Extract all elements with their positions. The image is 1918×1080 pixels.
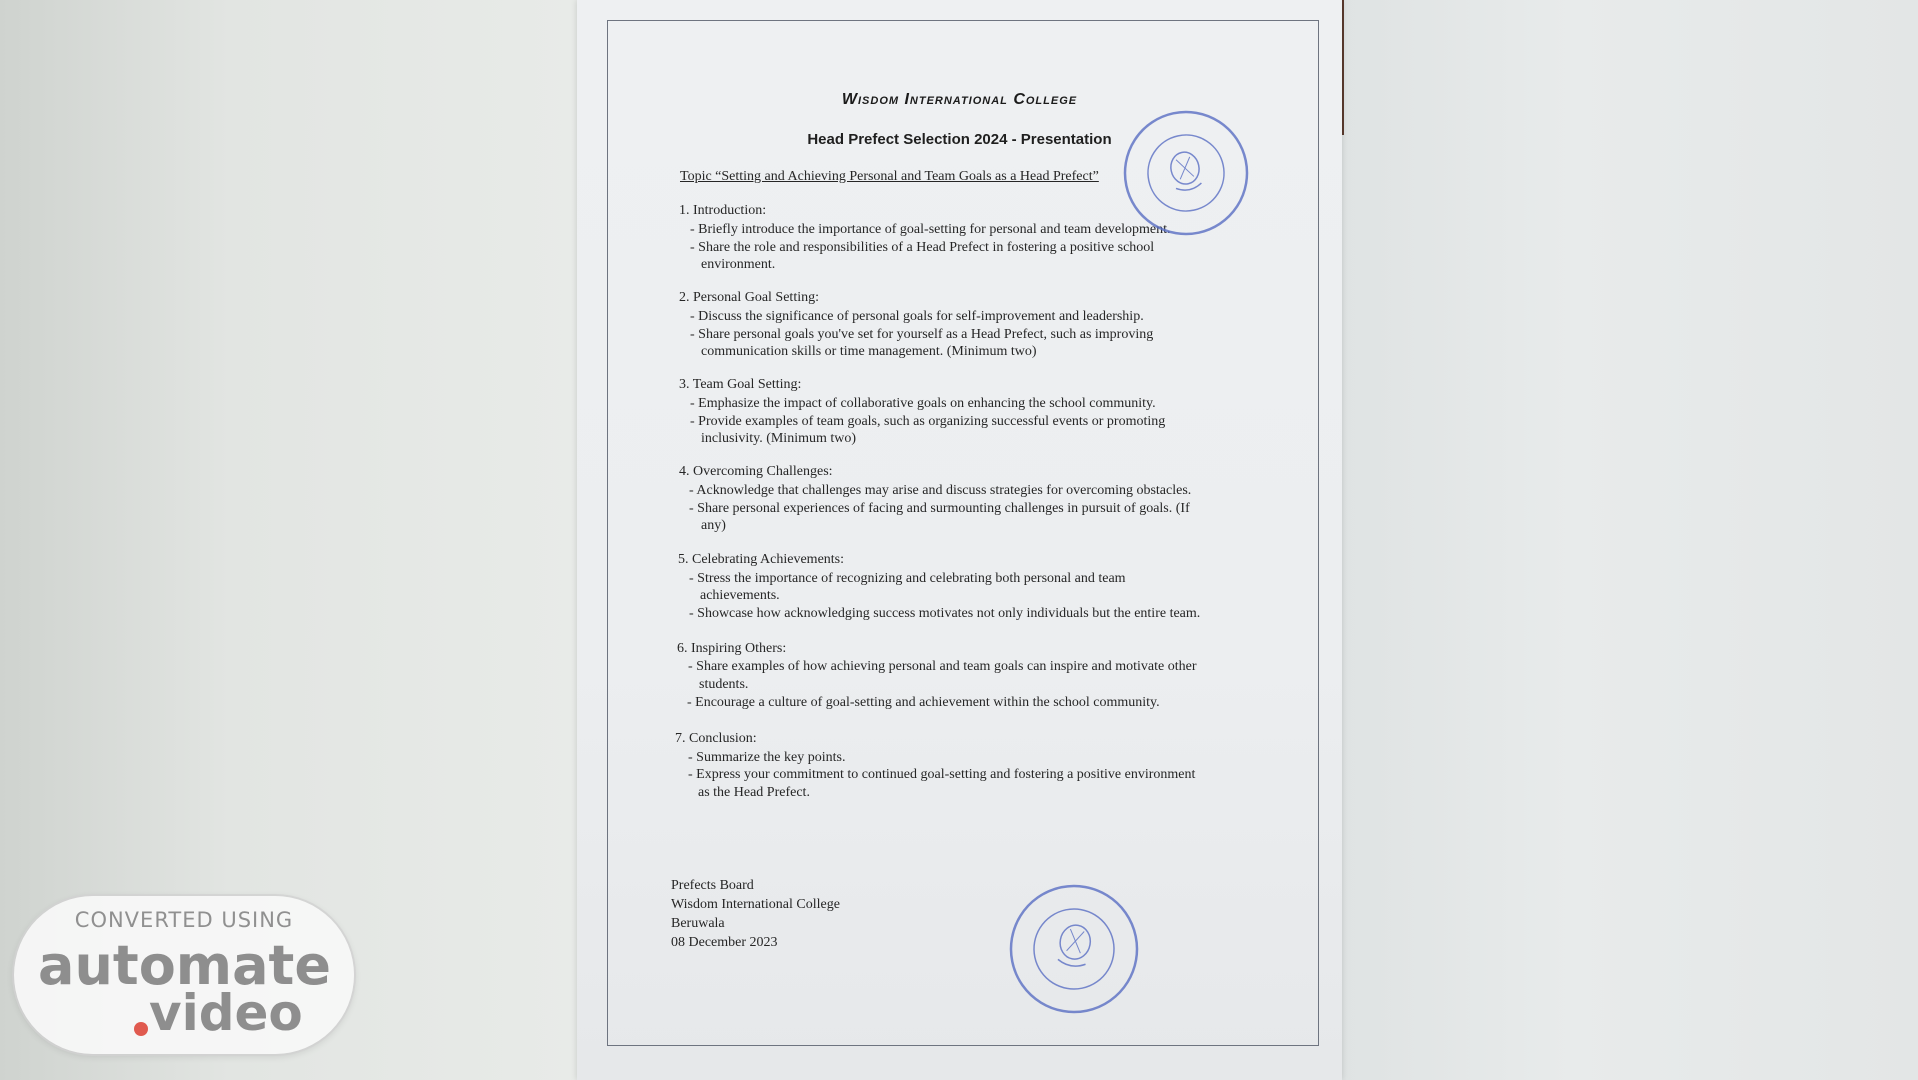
bullet-line: - Showcase how acknowledging success motivates not only individuals but the entire team. bbox=[689, 606, 1201, 621]
watermark-brand: automate bbox=[38, 934, 331, 997]
bullet-line: as the Head Prefect. bbox=[698, 785, 810, 800]
bullet-line: - Acknowledge that challenges may arise and discuss strategies for overcoming obstacles. bbox=[689, 483, 1192, 498]
bullet-line: environment. bbox=[701, 257, 776, 272]
footer-date: 08 December 2023 bbox=[671, 935, 778, 950]
college-name: Wisdom International College bbox=[841, 91, 1078, 108]
bullet-line: - Express your commitment to continued goal-setting and fostering a positive environment bbox=[688, 767, 1196, 782]
college-seal-stamp bbox=[1121, 108, 1251, 238]
bullet-line: - Share personal experiences of facing and surmounting challenges in pursuit of goals. (If bbox=[689, 501, 1190, 516]
bullet-line: students. bbox=[699, 677, 749, 692]
bullet-line: communication skills or time management. (Minimum two) bbox=[701, 344, 1037, 359]
watermark-caption: CONVERTED USING bbox=[74, 908, 294, 932]
bullet-line: any) bbox=[701, 518, 726, 533]
section-title: 5. Celebrating Achievements: bbox=[678, 552, 845, 567]
bullet-line: - Share personal goals you've set for yourself as a Head Prefect, such as improving bbox=[690, 327, 1154, 342]
watermark-dot-icon bbox=[134, 1022, 148, 1036]
bullet-line: inclusivity. (Minimum two) bbox=[701, 431, 857, 446]
signature-block bbox=[671, 876, 840, 952]
footer-org: Prefects Board bbox=[671, 878, 754, 893]
section-title: 7. Conclusion: bbox=[675, 731, 757, 746]
background-right bbox=[1342, 0, 1918, 1080]
watermark-brand-suffix: video bbox=[149, 984, 303, 1042]
bullet-line: - Share the role and responsibilities of a Head Prefect in fostering a positive school bbox=[690, 240, 1155, 255]
bullet-line: - Discuss the significance of personal goals for self-improvement and leadership. bbox=[690, 309, 1144, 324]
section-title: 3. Team Goal Setting: bbox=[679, 377, 802, 392]
section-title: 1. Introduction: bbox=[679, 203, 767, 218]
section-title: 2. Personal Goal Setting: bbox=[679, 290, 819, 305]
bullet-line: - Emphasize the impact of collaborative goals on enhancing the school community. bbox=[690, 396, 1156, 411]
bullet-line: - Stress the importance of recognizing and celebrating both personal and team bbox=[689, 571, 1126, 586]
bullet-line: - Summarize the key points. bbox=[688, 750, 846, 765]
section-title: 6. Inspiring Others: bbox=[677, 641, 787, 656]
document-page bbox=[577, 0, 1342, 1080]
bullet-line: - Share examples of how achieving personal and team goals can inspire and motivate other bbox=[688, 659, 1197, 674]
bullet-line: - Encourage a culture of goal-setting and achievement within the school community. bbox=[687, 695, 1160, 710]
section-title: 4. Overcoming Challenges: bbox=[679, 464, 833, 479]
footer-college: Wisdom International College bbox=[671, 897, 840, 912]
footer-town: Beruwala bbox=[671, 916, 725, 931]
college-seal-stamp bbox=[1007, 882, 1142, 1017]
converter-watermark-badge bbox=[14, 896, 354, 1054]
topic-heading: Topic “Setting and Achieving Personal and Team Goals as a Head Prefect” bbox=[680, 169, 1099, 184]
bullet-line: - Provide examples of team goals, such as organizing successful events or promoting bbox=[690, 414, 1166, 429]
bullet-line: - Briefly introduce the importance of goal-setting for personal and team development. bbox=[690, 222, 1171, 237]
document-subtitle: Head Prefect Selection 2024 - Presentation bbox=[807, 131, 1112, 148]
bullet-line: achievements. bbox=[700, 588, 780, 603]
